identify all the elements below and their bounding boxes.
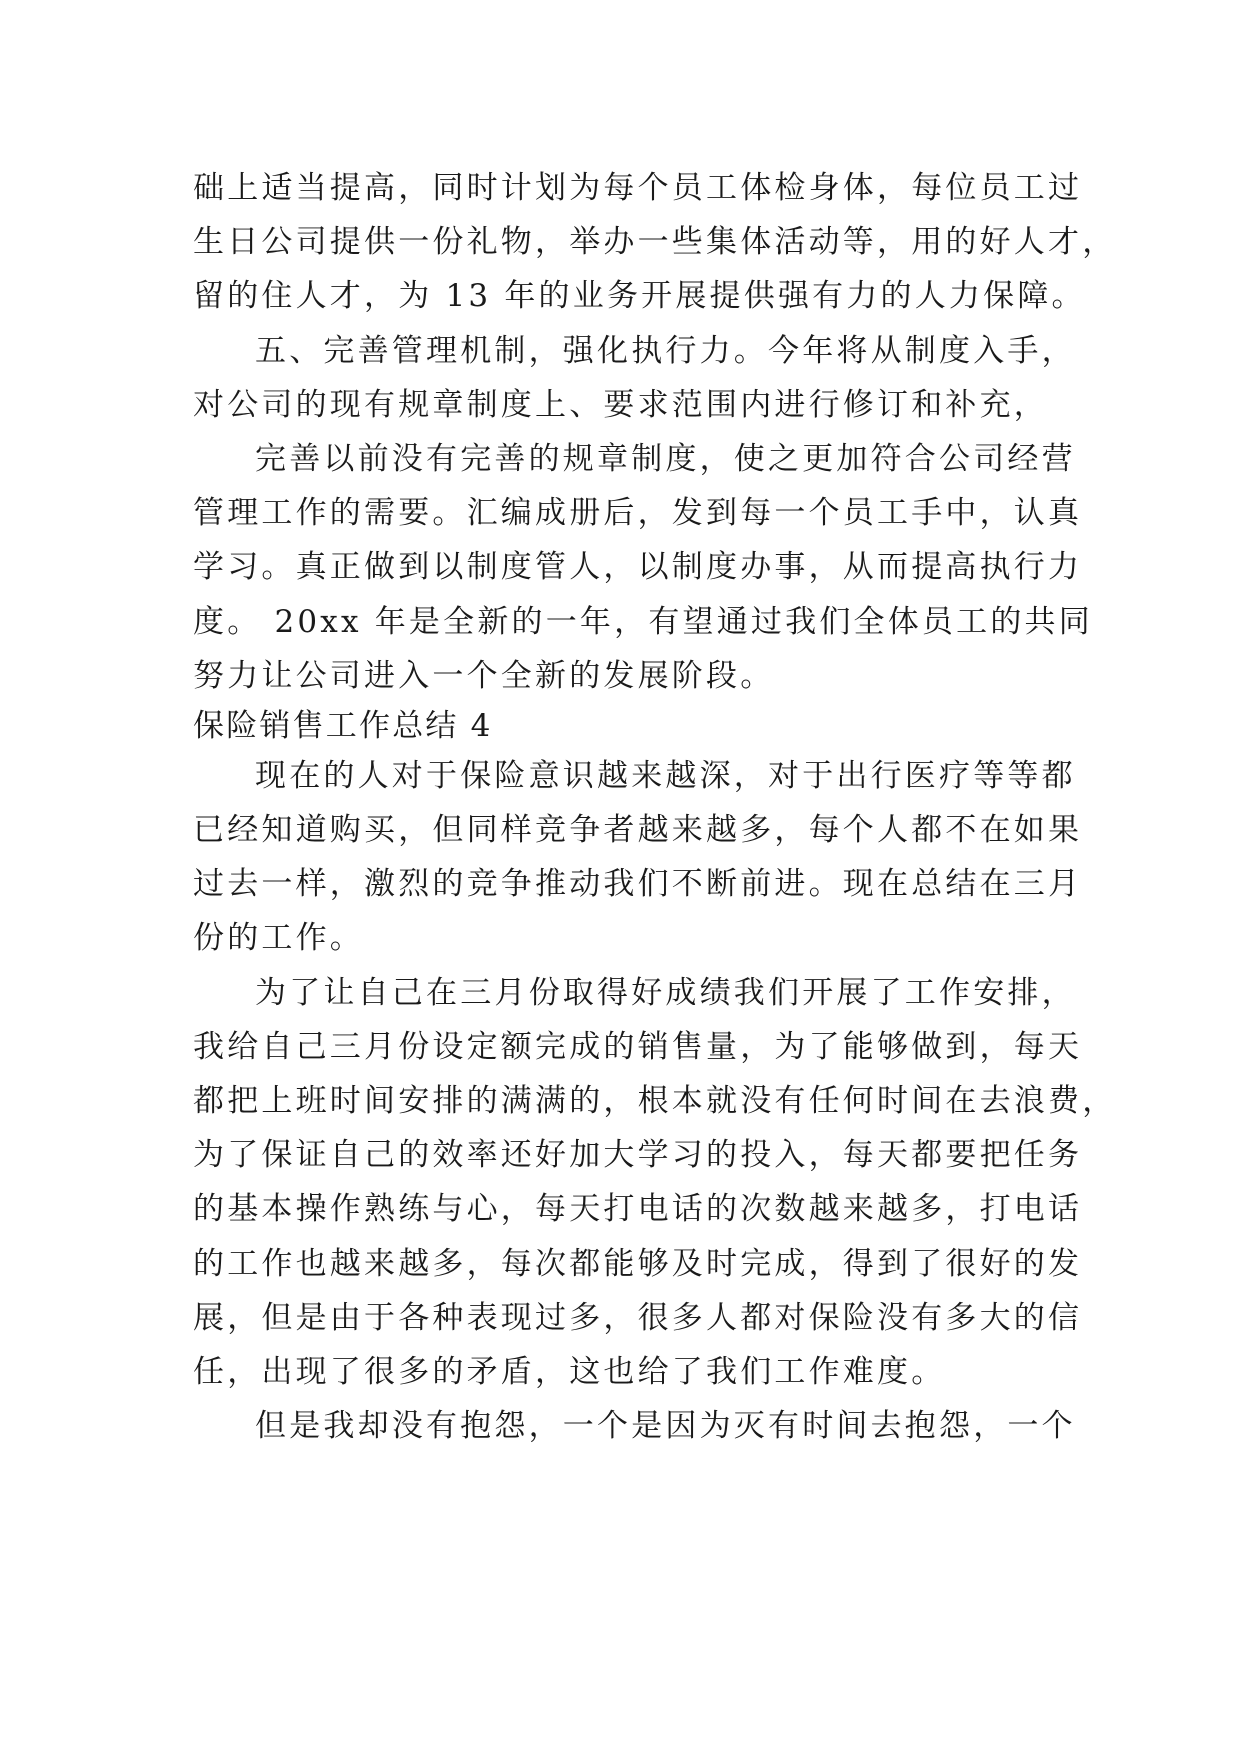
text-line: 度。 20xx 年是全新的一年，有望通过我们全体员工的共同 [193, 603, 1093, 640]
text-line: 的基本操作熟练与心，每天打电话的次数越来越多，打电话 [193, 1191, 1083, 1228]
text-line: 展，但是由于各种表现过多，很多人都对保险没有多大的信 [193, 1299, 1083, 1336]
paragraph-start: 完善以前没有完善的规章制度，使之更加符合公司经营 [255, 440, 1076, 477]
text-line: 努力让公司进入一个全新的发展阶段。 [193, 657, 775, 694]
text-line: 留的住人才，为 13 年的业务开展提供强有力的人力保障。 [193, 278, 1086, 315]
paragraph-start: 为了让自己在三月份取得好成绩我们开展了工作安排， [255, 974, 1076, 1011]
section-heading: 保险销售工作总结 4 [193, 707, 493, 744]
document-body [193, 161, 1117, 1453]
paragraph-start: 现在的人对于保险意识越来越深，对于出行医疗等等都 [255, 757, 1076, 794]
text-line: 我给自己三月份设定额完成的销售量，为了能够做到，每天 [193, 1028, 1083, 1065]
text-line: 已经知道购买，但同样竞争者越来越多，每个人都不在如果 [193, 812, 1083, 849]
text-line: 管理工作的需要。汇编成册后，发到每一个员工手中，认真 [193, 495, 1083, 532]
paragraph-start: 五、完善管理机制，强化执行力。今年将从制度入手， [255, 332, 1076, 369]
text-line: 础上适当提高，同时计划为每个员工体检身体，每位员工过 [193, 170, 1083, 206]
text-line: 生日公司提供一份礼物，举办一些集体活动等，用的好人才， [193, 224, 1117, 261]
text-line: 任，出现了很多的矛盾，这也给了我们工作难度。 [193, 1353, 946, 1390]
text-line: 份的工作。 [193, 920, 364, 957]
text-line: 学习。真正做到以制度管人，以制度办事，从而提高执行力 [193, 549, 1083, 586]
text-line: 为了保证自己的效率还好加大学习的投入，每天都要把任务 [193, 1137, 1083, 1174]
text-line: 的工作也越来越多，每次都能够及时完成，得到了很好的发 [193, 1245, 1083, 1282]
text-line: 都把上班时间安排的满满的，根本就没有任何时间在去浪费， [193, 1083, 1117, 1119]
text-line: 对公司的现有规章制度上、要求范围内进行修订和补充， [193, 386, 1048, 423]
paragraph-start: 但是我却没有抱怨，一个是因为灭有时间去抱怨，一个 [255, 1408, 1076, 1445]
text-line: 过去一样，激烈的竞争推动我们不断前进。现在总结在三月 [193, 866, 1083, 903]
